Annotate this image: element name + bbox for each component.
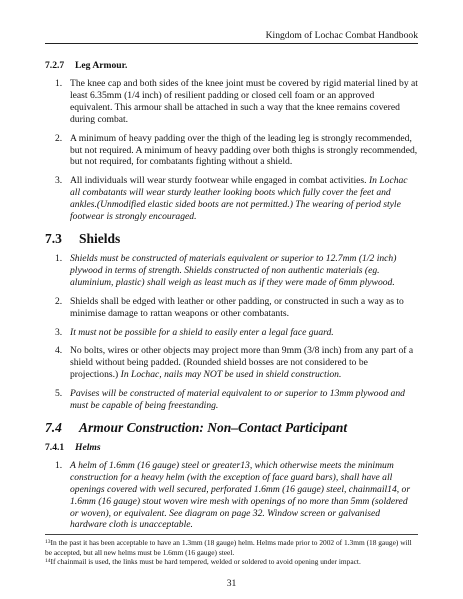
list-item: 2. Shields shall be edged with leather or other padding, or constructed in such a way as to minimise damage to rattan weapons or other combatants. [55, 295, 404, 319]
list-item: 2. A minimum of heavy padding over the thigh of the leading leg is strongly recommended, but not required. A minimum of heavy padding over both thighs is strongly recommended, but not required, for combatants fighting without a shield. [55, 132, 418, 168]
list-item: 5. Pavises will be constructed of material equivalent to or superior to 13mm plywood and must be capable of being freestanding. [55, 388, 405, 412]
section-heading-7-4-1: 7.4.1 Helms [45, 441, 101, 453]
list-item: 3. It must not be possible for a shield to easily enter a legal face guard. [55, 326, 334, 338]
running-header: Kingdom of Lochac Combat Handbook [45, 30, 418, 44]
page-number: 31 [226, 578, 237, 589]
footnote: $^{14}$If chainmail is used, the links must be hard tempered, welded or soldered to avoid opening under impact. [45, 557, 361, 566]
list-item: 1. A helm of 1.6mm (16 gauge) steel or greater13, which otherwise meets the minimum construction for a heavy helm (with the exception of face guard bars), shall have all openings covered with well secured, perforated 1.6mm (16 gauge) steel, chainmail14, or 1.6mm (16 gauge) stout woven wire mesh with openings of no more than 5mm (soldered or woven), or equivalent. See diagram on page 32. Window screen or galvanised hardware cloth is unacceptable. [55, 459, 411, 531]
section-heading-7-3: 7.3 Shields [45, 230, 121, 246]
list-item: 1. The knee cap and both sides of the knee joint must be covered by rigid material lined by at least 6.35mm (1/4 inch) of resilient padding or closed cell foam or an approved equivalent. This armour shall be attached in such a way that the knee remains covered during combat. [55, 78, 418, 125]
helms-list [45, 460, 418, 531]
list-item: 1. Shields must be constructed of materials equivalent or superior to 12.7mm (1/2 inch) plywood in terms of strength. Shields constructed of non authentic materials (eg. aluminium, plastic) shall weigh as least much as if they were made of 6mm plywood. [55, 252, 397, 288]
leg-armour-list [45, 78, 418, 223]
list-item: 3. All individuals will wear sturdy footwear while engaged in combat activities. In Lochac all combatants will wear sturdy leather looking boots which fully cover the feet and ankles.(Unmodified elastic sided boots are not permitted.) The wearing of period style footwear is strongly encouraged. [55, 175, 408, 223]
page-body [45, 60, 418, 538]
footnotes [45, 534, 418, 567]
shields-list [45, 253, 418, 412]
section-heading-7-2-7: 7.2.7 Leg Armour. [45, 60, 128, 71]
section-heading-7-4: 7.4 Armour Construction: Non–Contact Participant [45, 419, 348, 435]
footnote: $^{13}$In the past it has been acceptable to have an 1.3mm (18 gauge) helm. Helms made prior to 2002 of 1.3mm (18 gauge) will be accepted, but all new helms must be 1.6mm (16 gauge) steel. [45, 538, 412, 557]
list-item: 4. No bolts, wires or other objects may project more than 9mm (3/8 inch) from any part of a shield without being padded. (Rounded shield bosses are not considered to be projections.) In Lochac, nails may NOT be used in shield construction. [55, 345, 414, 381]
